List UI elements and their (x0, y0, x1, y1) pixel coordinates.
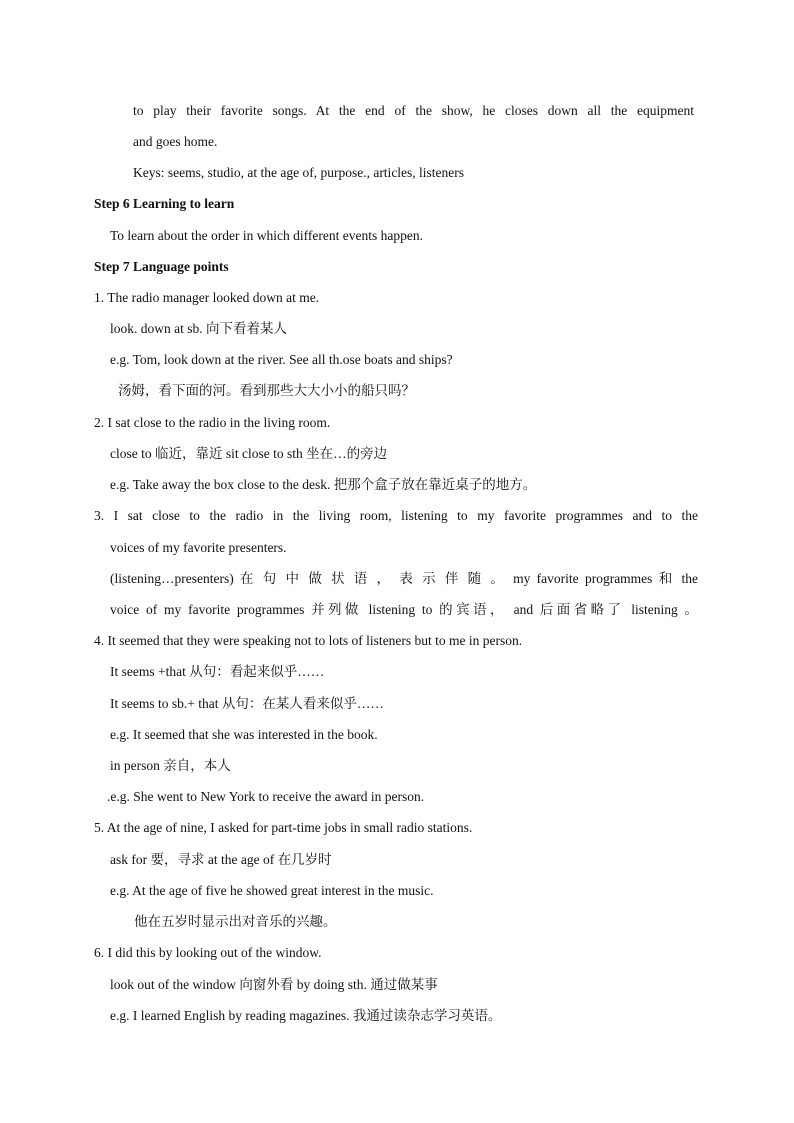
language-point-2: 2. I sat close to the radio in the living room. (94, 415, 331, 430)
text-line: It seems to sb.+ that 从句：在某人看来似乎…… (110, 696, 384, 711)
language-point-4: 4. It seemed that they were speaking not to lots of listeners but to me in person. (94, 633, 523, 648)
example-line: e.g. It seemed that she was interested in the book. (110, 727, 378, 742)
text-line: in person 亲自，本人 (110, 758, 231, 773)
example-line: e.g. Take away the box close to the desk. 把那个盒子放在靠近桌子的地方。 (110, 477, 537, 492)
text-line: voice of my favorite programmes 并列做 listening to 的宾语， and 后面省略了 listening 。 (110, 602, 698, 617)
translation-line: 汤姆，看下面的河。看到那些大大小小的船只吗？ (118, 383, 415, 398)
text-line: look. down at sb. 向下看着某人 (110, 321, 287, 336)
language-point-5: 5. At the age of nine, I asked for part-time jobs in small radio stations. (94, 820, 473, 835)
text-line: It seems +that 从句：看起来似乎…… (110, 664, 325, 679)
language-point-1: 1. The radio manager looked down at me. (94, 290, 320, 305)
translation-line: 他在五岁时显示出对音乐的兴趣。 (134, 914, 337, 929)
text-line: to play their favorite songs. At the end of the show, he closes down all the equipment (133, 103, 694, 118)
text-line: ask for 要，寻求 at the age of 在几岁时 (110, 852, 332, 867)
text-line: and goes home. (133, 134, 218, 149)
language-point-6: 6. I did this by looking out of the window. (94, 945, 322, 960)
text-line: look out of the window 向窗外看 by doing sth. 通过做某事 (110, 977, 438, 992)
example-line: .e.g. She went to New York to receive the award in person. (107, 789, 425, 804)
text-line: close to 临近，靠近 sit close to sth 坐在…的旁边 (110, 446, 388, 461)
text-line: To learn about the order in which different events happen. (110, 228, 423, 243)
text-line: (listening…presenters) 在 句 中 做 状 语 ， 表 示 伴 随 。 my favorite programmes 和 the (110, 571, 698, 586)
text-line: voices of my favorite presenters. (110, 540, 287, 555)
section-heading-step-7: Step 7 Language points (94, 259, 229, 274)
example-line: e.g. Tom, look down at the river. See all th.ose boats and ships? (110, 352, 453, 367)
example-line: e.g. I learned English by reading magazines. 我通过读杂志学习英语。 (110, 1008, 502, 1023)
section-heading-step-6: Step 6 Learning to learn (94, 196, 235, 211)
keys-line: Keys: seems, studio, at the age of, purpose., articles, listeners (133, 165, 465, 180)
example-line: e.g. At the age of five he showed great interest in the music. (110, 883, 434, 898)
language-point-3: 3. I sat close to the radio in the living room, listening to my favorite programmes and to the (94, 508, 698, 523)
